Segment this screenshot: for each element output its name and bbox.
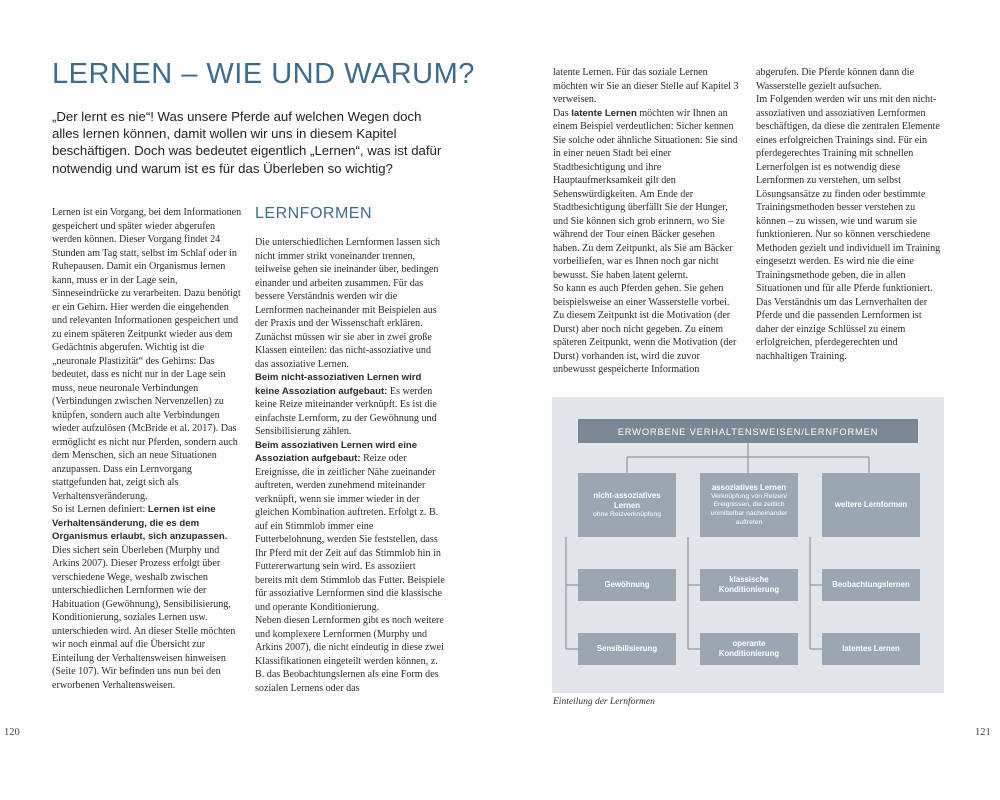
text-column-2	[255, 236, 445, 695]
beobachtungslernen-box: Beobachtungslernen	[822, 569, 920, 601]
paragraph: Das latente Lernen möchten wir Ihnen an einem Beispiel verdeutlichen: Sicher kennen Sie solche oder ähnliche Situationen: Sie sind in einer neuen Stadt bei einer Stadtbesichtigung und ihre Hauptaufmerksamkeit gilt den Sehenswürdigkeiten. Am Ende der Stadtbesichtigung überfällt Sie der Hunger, und Sie können sich grob erinnern, wo Sie während der Tour einen Bäcker gesehen haben. Zu dem Zeitpunkt, als Sie am Bäcker vorbeiliefen, war es Ihnen noch gar nicht bewusst. Sie haben latent gelernt.	[553, 107, 738, 281]
lernformen-diagram	[552, 397, 944, 693]
operante-konditionierung-box: operante Konditionierung	[700, 633, 798, 665]
weitere-lernformen-box: weitere Lernformen	[822, 473, 920, 537]
section-heading: LERNFORMEN	[255, 205, 373, 222]
assoziativ-box: assoziatives Lernen Verknüpfung von Reizen/ Ereignissen, die zeitlich unmittelbar nacheinander auftreten	[700, 473, 798, 537]
paragraph: Lernen ist ein Vorgang, bei dem Informationen gespeichert und später wieder abgerufen werden können. Dieser Vorgang findet 24 Stunden am Tag statt, selbst im Schlaf oder in Ruhepausen. Damit ein Organismus lernen kann, muss er in der Lage sein, Sinneseindrücke zu verarbeiten. Dazu benötigt er ein Gehirn. Hier werden die eingehenden und relevanten Informationen gespeichert und zu einem späteren Zeitpunkt wieder aus dem Gedächtnis abgerufen. Wichtig ist die „neuronale Plastizität“ des Gehirns: Das bedeutet, dass es nicht nur in der Lage sein muss, neue neuronale Verbindungen (Verbindungen zwischen Nervenzellen) zu knüpfen, sondern auch alte Verbindungen wieder aufzulösen (McBride et al. 2017). Das ermöglicht es nicht nur Pferden, sondern auch dem Menschen, sich an neue Situationen anzupassen. Dass ein Lernvorgang stattgefunden hat, zeigt sich als Verhaltensveränderung.	[52, 207, 242, 502]
text-column-4	[756, 66, 944, 363]
paragraph: abgerufen. Die Pferde können dann die Wasserstelle gezielt aufsuchen.	[756, 67, 915, 92]
paragraph: So kann es auch Pferden gehen. Sie gehen beispielsweise an einer Wasserstelle vorbei. Zu diesem Zeitpunkt ist die Motivation (der Durst) aber noch nicht gegeben. Zu einem späteren Zeitpunkt, wenn die Motivation (der Durst) vorhanden ist, wird die zuvor unbewusst gespeicherte Information	[553, 283, 737, 375]
chapter-title: LERNEN – WIE UND WARUM?	[52, 58, 475, 90]
page-number-left: 120	[4, 727, 20, 738]
chapter-intro: „Der lernt es nie“! Was unsere Pferde auf welchen Wegen doch alles lernen können, damit wollen wir uns in diesem Kapitel beschäftigen. Doch was bedeutet eigentlich „Lernen“, was ist dafür notwendig und warum ist es für das Überleben so wichtig?	[52, 109, 442, 176]
paragraph: So ist Lernen definiert: Lernen ist eine Verhaltensänderung, die es dem Organismus erlaubt, sich anzupassen. Dies sichert sein Überleben (Murphy und Arkins 2007). Dieser Prozess erfolgt über verschiedene Wege, weshalb zwischen unterschiedlichen Lernformen wie der Habituation (Gewöhnung), Sensibilisierung, Konditionierung, soziales Lernen usw. unterschieden wird. An dieser Stelle möchten wir noch einmal auf die Übersicht zur Einteilung der Verhaltensweisen hinweisen (Seite 107). Wir befinden uns nun bei den erworbenen Verhaltensweisen.	[52, 504, 236, 691]
gewoehnung-box: Gewöhnung	[578, 569, 676, 601]
paragraph: Die unterschiedlichen Lernformen lassen sich nicht immer strikt voneinander trennen, teilweise gehen sie ineinander über, bedingen einander und arbeiten zusammen. Für das bessere Verständnis werden wir die Lernformen nacheinander mit Beispielen aus der Praxis und der Wissenschaft erklären. Zunächst müssen wir sie aber in zwei große Klassen einteilen: das nicht-assoziative und das assoziative Lernen.	[255, 237, 440, 370]
page-number-right: 121	[975, 727, 991, 738]
paragraph: Neben diesen Lernformen gibt es noch weitere und komplexere Lernformen (Murphy und Arkins 2007), die nicht eindeutig in diese zwei Klassifikationen eingeteilt werden können, z. B. das Beobachtungslernen als eine Form des sozialen Lernens oder das	[255, 615, 444, 694]
paragraph: latente Lernen. Für das soziale Lernen möchten wir Sie an dieser Stelle auf Kapitel 3 verweisen.	[553, 67, 739, 105]
paragraph: Im Folgenden werden wir uns mit den nicht-assoziativen und assoziativen Lernformen beschäftigen, da diese die zentralen Elemente eines erfolgreichen Trainings sind. Für ein pferdegerechtes Training mit schnellen Lernerfolgen ist es notwendig diese Lernformen zu verstehen, um selbst Lösungsansätze zu finden oder bestimmte Trainingsmethoden besser verstehen zu können – zu wissen, wie und warum sie funktionieren. Nur so können verschiedene Methoden gezielt und individuell im Training eingesetzt werden. Es wird nie die eine Trainingsmethode geben, die in allen Situationen und für alle Pferde funktioniert. Das Verständnis um das Lernverhalten der Pferde und die passenden Lernformen ist daher der einzige Schlüssel zu einem erfolgreichen, pferdegerechten und nachhaltigen Training.	[756, 94, 941, 362]
klassische-konditionierung-box: klassische Konditionierung	[700, 569, 798, 601]
text-column-3	[553, 66, 739, 377]
paragraph: Beim assoziativen Lernen wird eine Assoziation aufgebaut: Reize oder Ereignisse, die in zeitlicher Nähe zueinander auftreten, werden zunehmend miteinander verknüpft, wenn sie immer wieder in der gleichen Kombination auftreten. Erfolgt z. B. auf ein Stimmlob immer eine Futterbelohnung, werden Sie feststellen, dass Ihr Pferd mit der Zeit auf das Stimmlob hin in Futtererwartung sein wird. Es assoziiert bereits mit dem Stimmlob das Futter. Beispiele für assoziative Lernformen sind die klassische und operante Konditionierung.	[255, 439, 445, 613]
paragraph: Beim nicht-assoziativen Lernen wird keine Assoziation aufgebaut: Es werden keine Reize miteinander verknüpft. Es ist die einfachste Lernform, zu der Gewöhnung und Sensibilisierung zählen.	[255, 372, 437, 437]
sensibilisierung-box: Sensibilisierung	[578, 633, 676, 665]
diagram-caption: Einteilung der Lernformen	[553, 697, 655, 707]
latentes-lernen-box: latentes Lernen	[822, 633, 920, 665]
nicht-assoziativ-box: nicht-assoziatives Lernen ohne Reizverknüpfung	[578, 473, 676, 537]
text-column-1	[52, 206, 242, 692]
diagram-header-box: ERWORBENE VERHALTENSWEISEN/LERNFORMEN	[578, 419, 918, 443]
